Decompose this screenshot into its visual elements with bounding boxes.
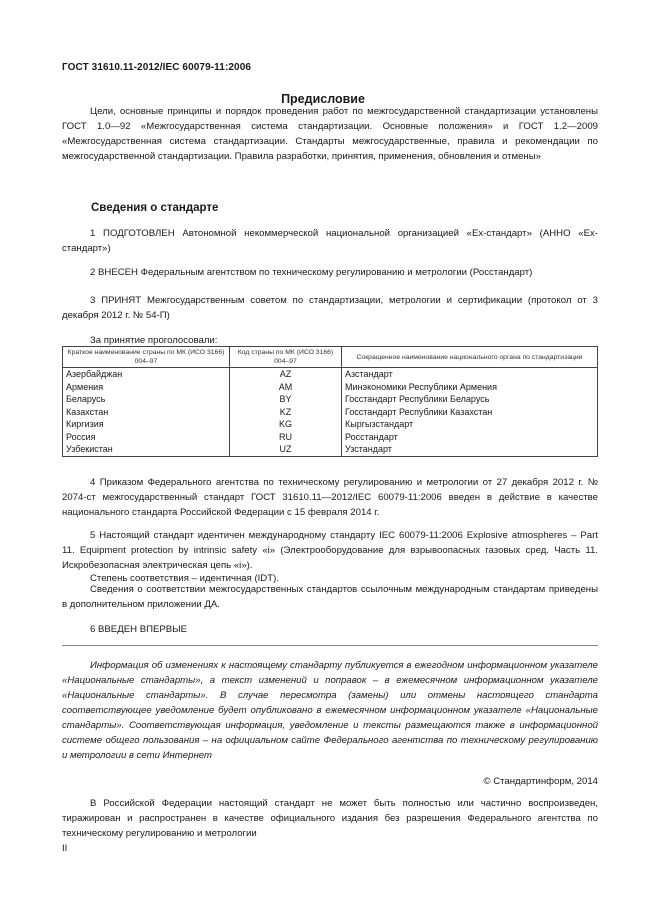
country-cell: Россия [63,431,230,444]
body-cell: Госстандарт Республики Беларусь [342,393,598,406]
voted-label: За принятие проголосовали: [90,335,218,346]
body-cell: Узстандарт [342,443,598,456]
item-first-introduced: 6 ВВЕДЕН ВПЕРВЫЕ [90,624,188,635]
copyright: © Стандартинформ, 2014 [483,776,598,787]
table-row [63,406,598,419]
table-row [63,381,598,394]
table-row [63,418,598,431]
code-cell: AZ [230,368,342,381]
item-prepared: 1 ПОДГОТОВЛЕН Автономной некоммерческой национальной организацией «Ех-стандарт» (АННО «Ех-стандарт») [62,228,598,254]
item-submitted: 2 ВНЕСЕН Федеральным агентством по техническому регулированию и метрологии (Росстандарт) [90,267,533,278]
table-header-body: Сокращенное наименование национального органа по стандартизации [342,347,598,368]
code-cell: KG [230,418,342,431]
section-title: Сведения о стандарте [91,202,219,214]
foreword-paragraph: Цели, основные принципы и порядок проведения работ по межгосударственной стандартизации установлены ГОСТ 1.0—92 «Межгосударственная система стандартизации. Основные положения» и ГОСТ 1.2—2009 «Межгосударственная система стандартизации. Стандарты межгосударственные, правила и рекомендации по межгосударственной стандартизации. Правила разработки, принятия, применения, обновления и отмены» [62,106,598,162]
body-cell: Азстандарт [342,368,598,381]
degree-of-conformity: Степень соответствия – идентичная (IDT). [90,573,279,584]
table-row [63,368,598,381]
item-identical: 5 Настоящий стандарт идентичен международному стандарту IEC 60079-11:2006 Explosive atmospheres – Part 11. Equipment protection by intrinsic safety «i» (Электрооборудование для взрывоопасных газовых сред. Часть 11. Искробезопасная электрическая цепь «i»). [62,530,598,571]
country-cell: Киргизия [63,418,230,431]
voting-table [62,346,598,457]
code-cell: AM [230,381,342,394]
country-cell: Узбекистан [63,443,230,456]
item-enacted: 4 Приказом Федерального агентства по техническому регулированию и метрологии от 27 декабря 2012 г. № 2074-ст межгосударственный стандарт ГОСТ 31610.11—2012/IEC 60079-11:2006 введен в действие в качестве национального стандарта Российской Федерации с 15 февраля 2014 г. [62,477,598,518]
conformity-references: Сведения о соответствии межгосударственных стандартов ссылочным международным стандартам приведены в дополнительном приложении ДА. [62,584,598,610]
code-cell: UZ [230,443,342,456]
country-cell: Беларусь [63,393,230,406]
code-cell: BY [230,393,342,406]
rights-notice: В Российской Федерации настоящий стандарт не может быть полностью или частично воспроизведен, тиражирован и распространен в качестве официального издания без разрешения Федерального агентства по техническому регулированию и метрологии [62,798,598,839]
body-cell: Минэкономики Республики Армения [342,381,598,394]
standard-code: ГОСТ 31610.11-2012/IEC 60079-11:2006 [62,62,252,73]
page-number: II [62,843,68,854]
page-title: Предисловие [281,92,365,106]
code-cell: RU [230,431,342,444]
table-header-country: Краткое наименование страны по МК (ИСО 3166) 004–97 [63,347,230,368]
body-cell: Росстандарт [342,431,598,444]
code-cell: KZ [230,406,342,419]
divider [62,645,598,646]
country-cell: Армения [63,381,230,394]
body-cell: Госстандарт Республики Казахстан [342,406,598,419]
table-row [63,393,598,406]
table-row [63,443,598,456]
country-cell: Азербайджан [63,368,230,381]
changes-info-note: Информация об изменениях к настоящему стандарту публикуется в ежегодном информационном указателе «Национальные стандарты», а текст изменений и поправок – в ежемесячном информационном указателе «Национальные стандарты». В случае пересмотра (замены) или отмены настоящего стандарта соответствующее уведомление будет опубликовано в ежемесячном информационном указателе «Национальные стандарты». Соответствующая информация, уведомление и тексты размещаются также в информационной системе общего пользования – на официальном сайте Федерального агентства по техническому регулированию и метрологии в сети Интернет [62,660,598,761]
table-row [63,431,598,444]
table-header-code: Код страны по МК (ИСО 3166) 004–97 [230,347,342,368]
item-adopted: 3 ПРИНЯТ Межгосударственным советом по стандартизации, метрологии и сертификации (протокол от 3 декабря 2012 г. № 54-П) [62,295,598,321]
country-cell: Казахстан [63,406,230,419]
body-cell: Кыргызстандарт [342,418,598,431]
